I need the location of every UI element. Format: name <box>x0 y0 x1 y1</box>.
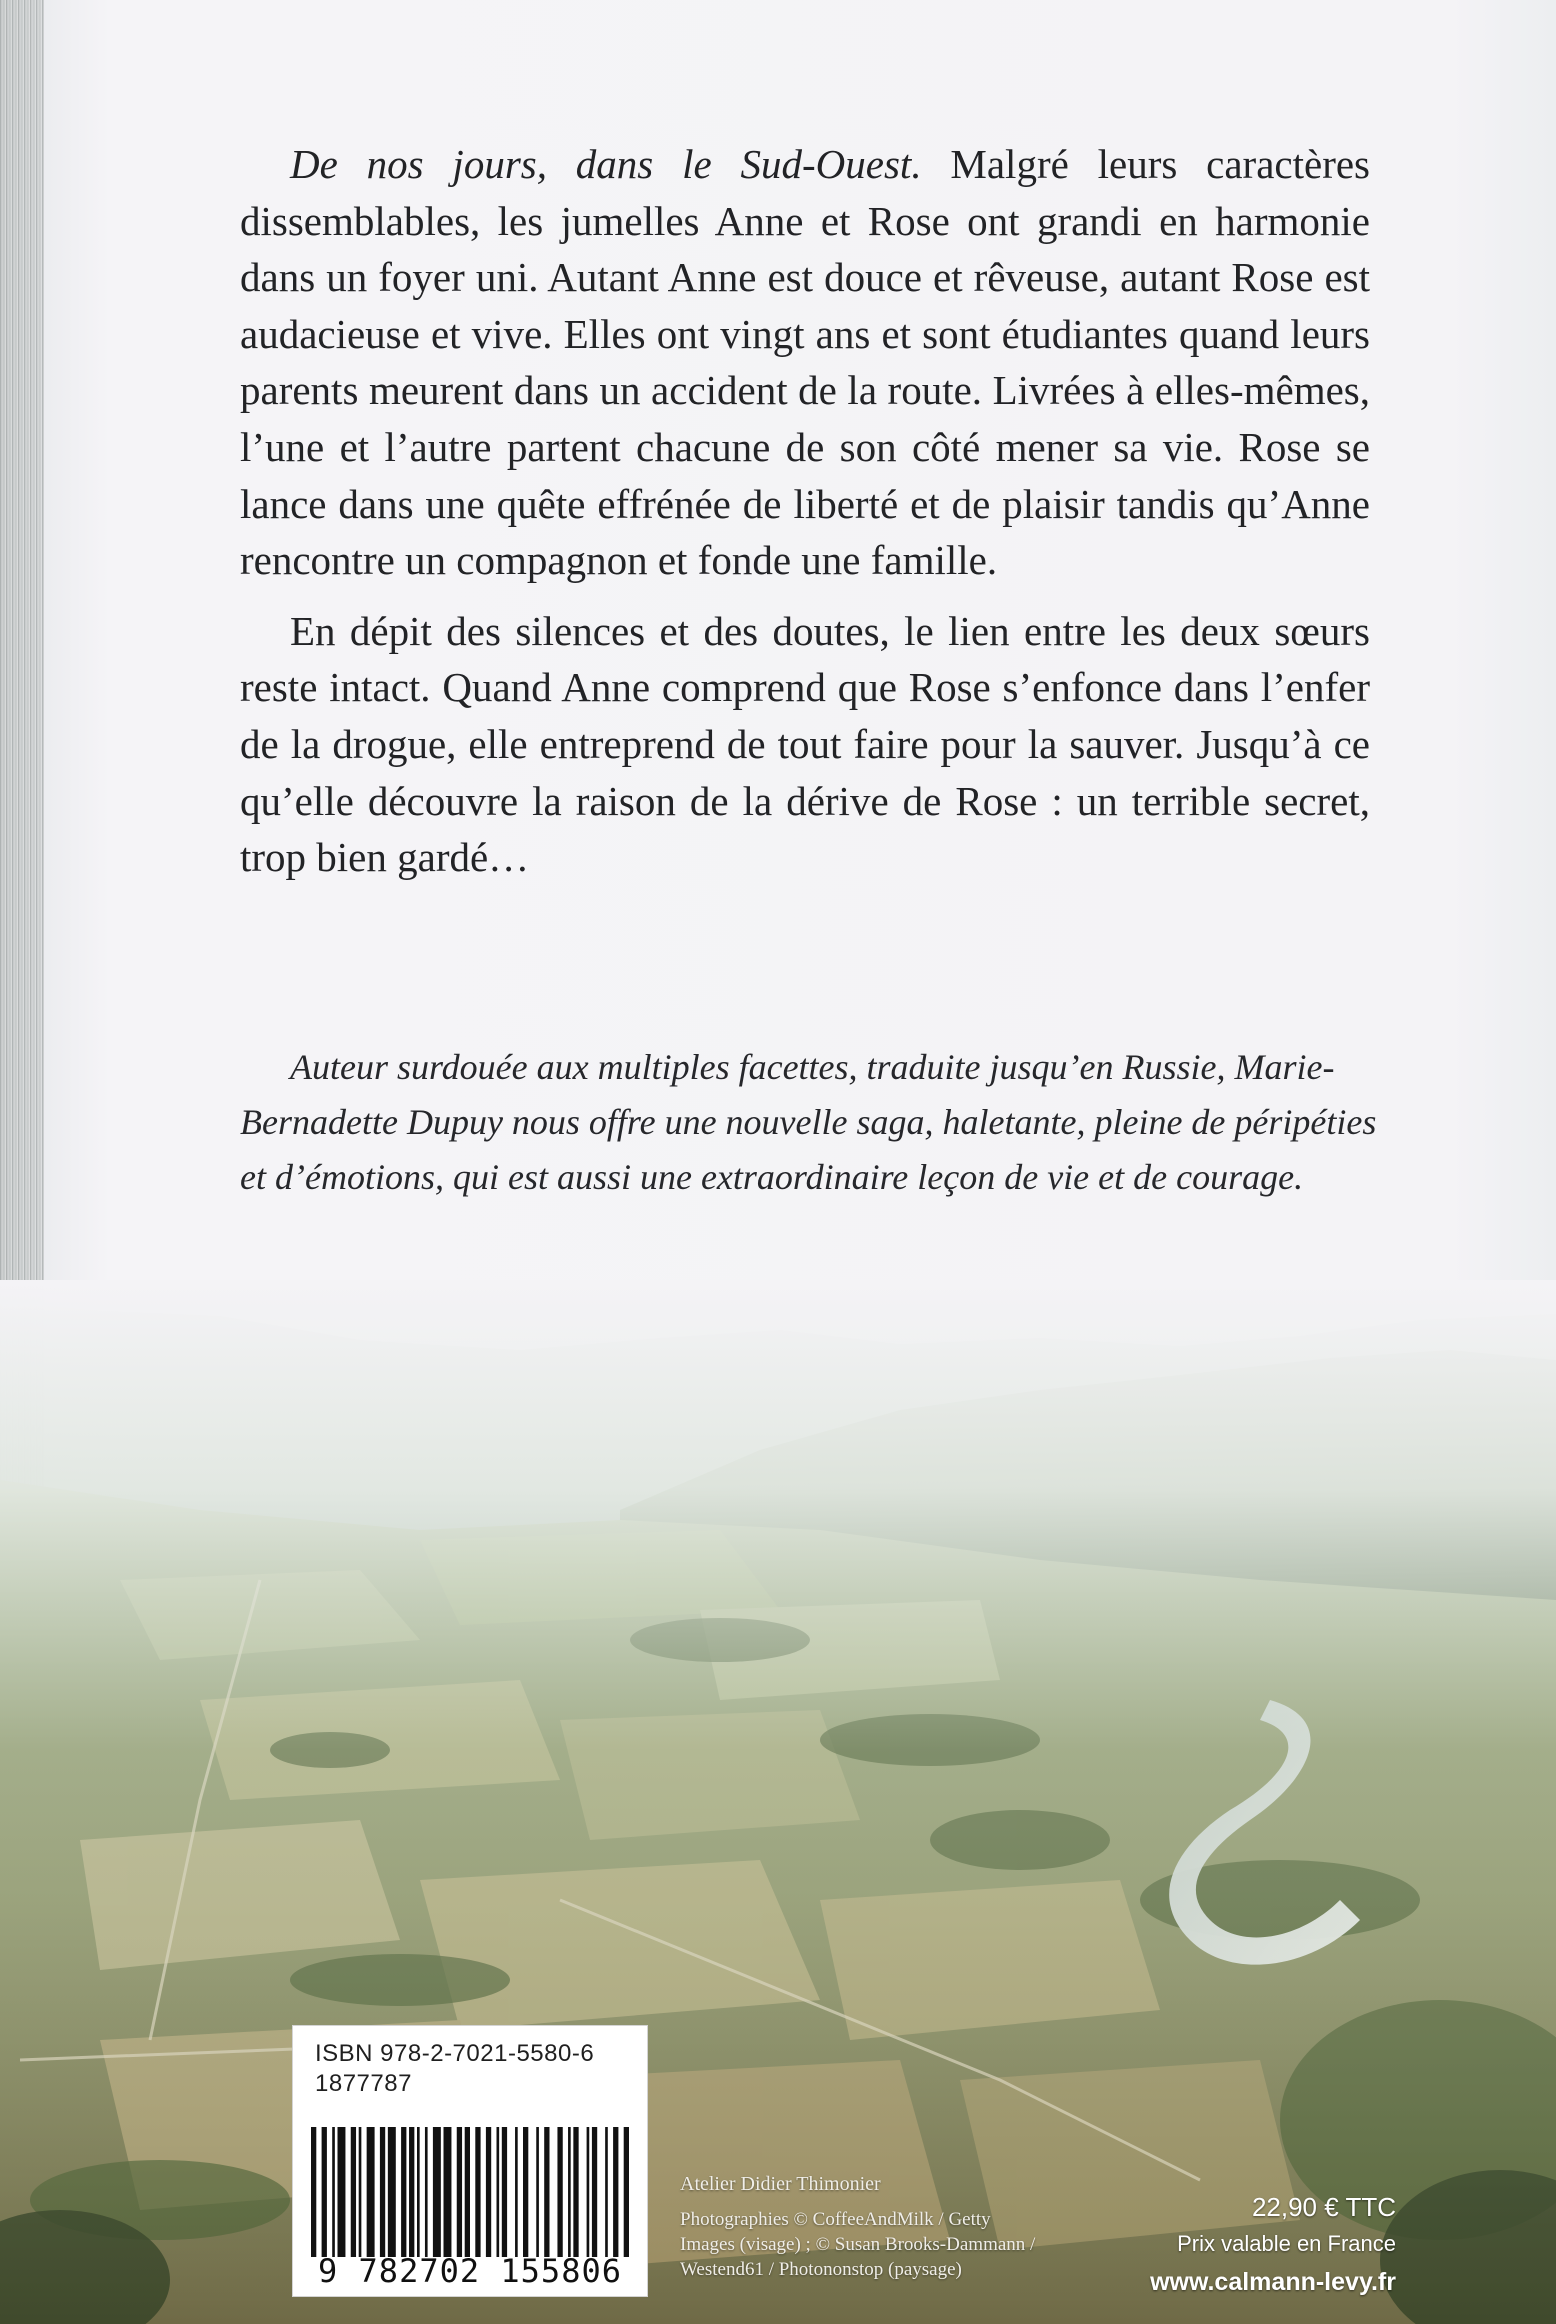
photo-credit-line-1: Photographies © CoffeeAndMilk / Getty <box>680 2209 991 2230</box>
publisher-website: www.calmann-levy.fr <box>1150 2268 1396 2296</box>
design-studio: Atelier Didier Thimonier <box>680 2173 881 2195</box>
photo-credit-line-3: Westend61 / Photononstop (paysage) <box>680 2259 962 2280</box>
product-code: 1877787 <box>315 2070 412 2097</box>
synopsis <box>240 136 1370 886</box>
synopsis-intro: De nos jours, dans le Sud-Ouest. <box>290 141 922 187</box>
synopsis-paragraph-1-text: Malgré leurs caractères dissemblables, les jumelles Anne et Rose ont grandi en harmonie dans un foyer uni. Autant Anne est douce et rêveuse, autant Rose est audacieuse et vive. Elles ont vingt ans et sont étudiantes quand leurs parents meurent dans un accident de la route. Livrées à elles-mêmes, l’une et l’autre partent chacune de son côté mener sa vie. Rose se lance dans une quête effrénée de liberté et de plaisir tandis qu’Anne rencontre un compagnon et fonde une famille. <box>240 141 1371 584</box>
author-blurb: Auteur surdouée aux multiples facettes, traduite jusqu’en Russie, Marie-Bernadette Dupuy nous offre une nouvelle saga, haletante, pleine de péripéties et d’émotions, qui est aussi une extraordinaire leçon de vie et de courage. <box>240 1047 1377 1197</box>
isbn-text: ISBN 978-2-7021-5580-6 <box>315 2040 595 2067</box>
photo-credit-line-2: Images (visage) ; © Susan Brooks-Dammann / <box>680 2234 1036 2255</box>
synopsis-paragraph-2: En dépit des silences et des doutes, le lien entre les deux sœurs reste intact. Quand Anne comprend que Rose s’enfonce dans l’enfer de la drogue, elle entreprend de tout faire pour la sauver. Jusqu’à ce qu’elle découvre la raison de la dérive de Rose : un terrible secret, trop bien gardé… <box>240 607 1370 881</box>
barcode-digits: 9 782702 155806 <box>318 2252 622 2290</box>
retail-info <box>1146 2192 1396 2298</box>
landscape-photo <box>0 1280 1556 2324</box>
synopsis-paragraph-1 <box>240 136 1370 589</box>
barcode-icon <box>311 2127 629 2257</box>
price: 22,90 € TTC <box>1251 2192 1396 2222</box>
price-note: Prix valable en France <box>1177 2231 1396 2256</box>
barcode-panel <box>292 2025 648 2297</box>
credits <box>680 2172 1120 2282</box>
